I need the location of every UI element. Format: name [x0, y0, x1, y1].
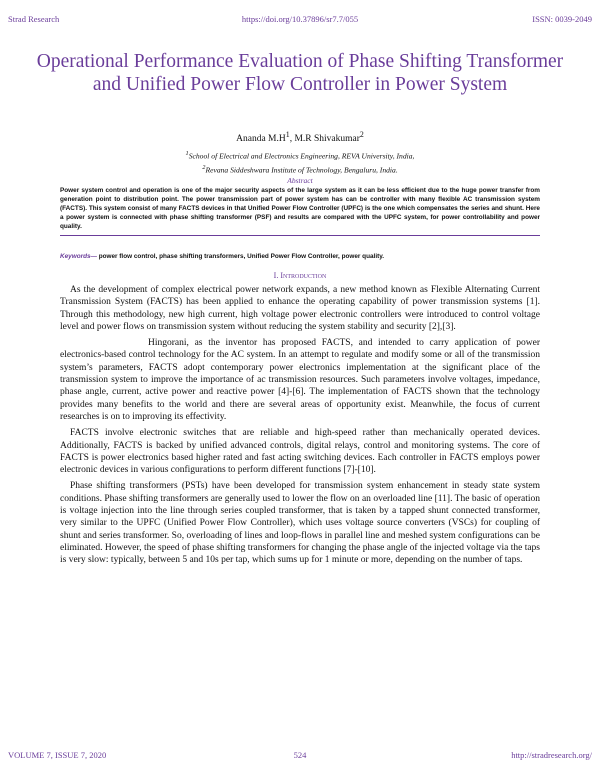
paper-title: Operational Performance Evaluation of Phase Shifting Transformer and Unified Power Flow Controller in Power System	[36, 51, 564, 95]
affiliation-1	[0, 150, 600, 161]
abstract-text: Power system control and operation is one of the major security aspects of the large system as it can be less efficient due to the huge power transfer from generation point to distribution point. The power transmission part of power system has can be controller with many flexible AC transmission system (FACTS). This system consist of many FACTS devices in that Unified Power Flow Controller (UPFC) is the one which compensates the series and shunt. Here a power system is connected with phase shifting transformer (PSF) and results are compared with the UPFC system, for power controllability and power quality.	[60, 186, 540, 236]
section-number: I.	[273, 271, 279, 280]
keywords	[60, 253, 540, 260]
affiliation-2-text: Revana Siddeshwara Institute of Technology, Bengaluru, India.	[205, 165, 398, 175]
doi-link[interactable]: https://doi.org/10.37896/sr7.7/055	[241, 14, 359, 24]
issn: ISSN: 0039-2049	[532, 14, 592, 24]
abstract-label: Abstract	[287, 176, 313, 185]
website-link[interactable]: http://stradresearch.org/	[511, 750, 592, 760]
affiliation-2-sup: 2	[202, 164, 206, 171]
volume-issue: VOLUME 7, ISSUE 7, 2020	[8, 750, 107, 760]
affiliation-2	[0, 164, 600, 175]
author-1-sup: 1	[285, 130, 290, 139]
section-title: Introduction	[280, 271, 327, 280]
journal-name: Strad Research	[8, 14, 60, 24]
affiliation-1-text: School of Electrical and Electronics Engineering, REVA University, India,	[188, 151, 415, 161]
keywords-label: Keywords—	[60, 253, 97, 260]
paragraph: As the development of complex electrical power network expands, a new method known as Flexible Alternating Current Transmission System (FACTS) has been applied to enhance the operating capability of power transmission systems [1]. Through this methodology, new high current, high voltage power electronic controllers were introduced to control voltage level and power flows on transmission system without reducing the system stability and security [2],[3].	[60, 285, 540, 332]
keywords-text: power flow control, phase shifting transformers, Unified Power Flow Controller, power quality.	[96, 253, 385, 260]
paragraph: Phase shifting transformers (PSTs) have been developed for transmission system enhancement in steady state system conditions. Phase shifting transformers are generally used to lower the flow on an overloaded line [11]. The basic of operation is voltage injection into the line through series coupled transformer, that is taken by a tapped shunt connected transformer, very similar to the UPFC (Unified Power Flow Controller), which uses voltage source converters (VSCs) for coupling of shunt and series transformer. So, overloading of lines and loop-flows in parallel line and meshed system configurations can be eliminated. However, the speed of phase shifting transformers for changing the phase angle of the injected voltage via the taps is very slow: typically, between 5 and 10s per tap, which sums up for 1 minute or more, depending on the number of taps.	[60, 481, 541, 566]
author-2-sup: 2	[359, 130, 364, 139]
page-header	[8, 14, 592, 26]
paragraph: Hingorani, as the inventor has proposed FACTS, and intended to carry application of power electronics-based control technology for the AC system. In an attempt to regulate and modify some or all of the transmission system’s parameters, FACTS adopt contemporary power electronics implementation at the significant place of the transmission system to improve the importance of ac transmission resources. Such parameters involve voltages, impedance, phase angle, current, active power and reactive power [4]-[6]. The implementation of FACTS shown that the technology provides many benefits to the world and there are several areas of opportunity exist. Meanwhile, the focus of current researches is on to improving its effectivity.	[60, 338, 540, 422]
page-number: 524	[293, 750, 307, 760]
page-footer	[8, 750, 592, 762]
body-text	[60, 284, 540, 571]
author-separator: ,	[289, 134, 295, 145]
author-2: M.R Shivakumar	[294, 134, 360, 145]
paragraph: FACTS involve electronic switches that are reliable and high-speed rather than mechanically operated devices. Additionally, FACTS is backed by unified advanced controls, digital relays, control and monitoring systems. The core of FACTS is power electronics based higher rated and fast acting switching devices. Each controller in FACTS employs power electronic devices in various configurations to perform different functions [7]-[10].	[60, 428, 540, 476]
affiliation-1-sup: 1	[185, 150, 189, 157]
section-heading	[0, 271, 600, 280]
author-1: Ananda M.H	[236, 134, 286, 145]
authors	[0, 130, 600, 144]
